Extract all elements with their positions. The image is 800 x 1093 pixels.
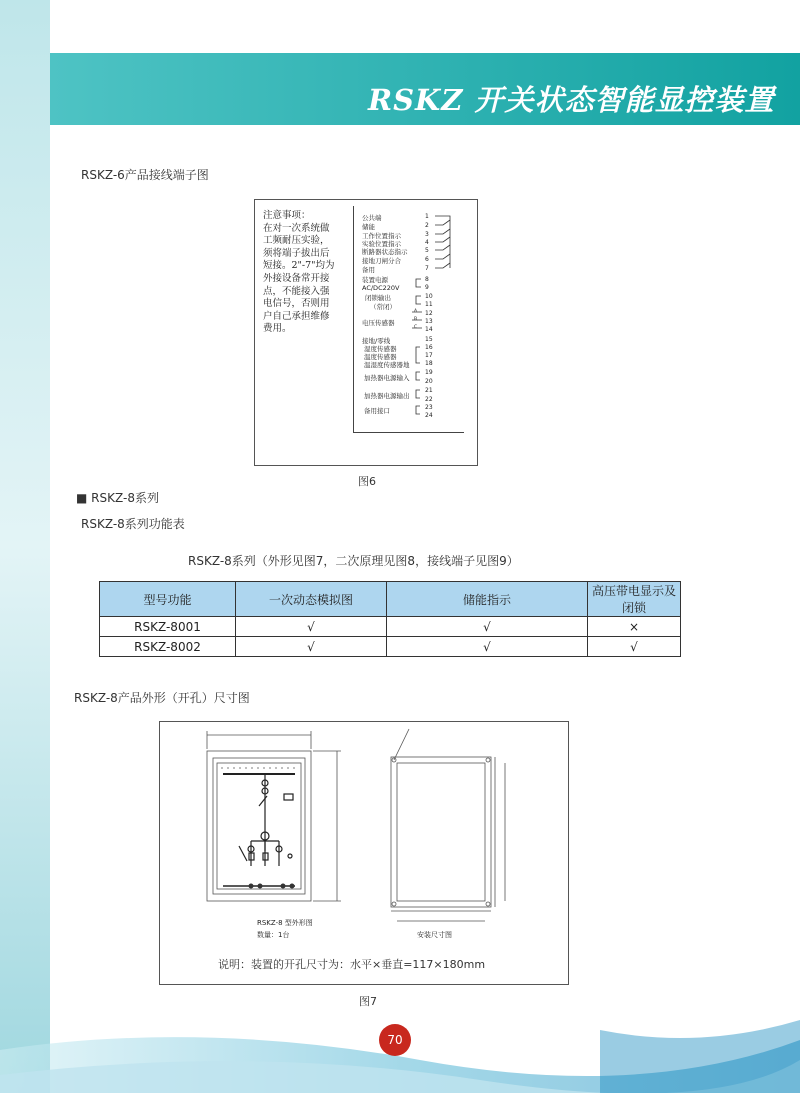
note-line: 短接。2"-7"均为	[263, 260, 335, 272]
table-cell: √	[236, 617, 387, 637]
terminal-label: 温湿度传感器地	[364, 361, 410, 369]
terminal-number: 15	[425, 336, 433, 343]
figure6-caption: 图6	[358, 475, 376, 488]
note-line: 工频耐压实验，	[263, 235, 330, 247]
terminal-label: 公共端	[362, 214, 382, 222]
table-cell: √	[236, 637, 387, 657]
terminal-label: 断路器状态指示	[362, 248, 408, 256]
function-table-caption: RSKZ-8系列（外形见图7，二次原理见图8，接线端子见图9）	[188, 554, 519, 568]
terminal-number: 22	[425, 396, 433, 403]
terminal-label: 接地刀闸分合	[362, 257, 401, 265]
table-row	[100, 617, 681, 637]
notes-block	[263, 210, 353, 336]
note-line: 点，不能接入强	[263, 285, 330, 297]
phase-mark: C	[414, 325, 418, 330]
terminal-number: 2	[425, 222, 429, 229]
terminal-number: 10	[425, 293, 433, 300]
terminal-number: 13	[425, 318, 433, 325]
terminal-label: 电压传感器	[362, 319, 395, 327]
dimension-heading: RSKZ-8产品外形（开孔）尺寸图	[74, 691, 250, 705]
front-view-quantity: 数量：1台	[257, 931, 290, 939]
terminal-number: 8	[425, 276, 429, 283]
terminal-number: 21	[425, 387, 433, 394]
terminal-label: 接地/零线	[362, 337, 391, 345]
note-line: 户自己承担维修	[263, 310, 330, 322]
phase-mark: A	[414, 309, 418, 314]
terminal-number: 7	[425, 265, 429, 272]
page-number: 70	[379, 1024, 411, 1056]
figure7-caption: 图7	[359, 995, 377, 1008]
rskz6-heading: RSKZ-6产品接线端子图	[81, 168, 209, 182]
terminal-number: 3	[425, 231, 429, 238]
terminal-number: 20	[425, 378, 433, 385]
terminal-label: 湿度传感器	[364, 345, 397, 353]
phase-mark: B	[414, 317, 418, 322]
terminal-number: 16	[425, 344, 433, 351]
table-header-cell: 型号功能	[100, 582, 236, 617]
table-header-row	[100, 582, 681, 617]
terminal-number: 12	[425, 310, 433, 317]
terminal-bracket-drawing	[410, 208, 462, 423]
terminal-label: 闭锁输出	[365, 294, 391, 302]
table-header-cell: 储能指示	[387, 582, 588, 617]
terminal-number: 14	[425, 326, 433, 333]
terminal-number: 5	[425, 247, 429, 254]
note-line: 在对一次系统做	[263, 222, 330, 234]
table-cell: RSKZ-8002	[100, 637, 236, 657]
terminal-number: 18	[425, 360, 433, 367]
terminal-number: 24	[425, 412, 433, 419]
table-cell: √	[588, 637, 681, 657]
terminal-label: 储能	[362, 223, 375, 231]
install-view-caption: 安装尺寸图	[417, 931, 452, 939]
table-cell: √	[387, 617, 588, 637]
table-header-cell: 高压带电显示及闭锁	[588, 582, 681, 617]
function-table-heading: RSKZ-8系列功能表	[81, 517, 185, 531]
note-line: 外接设备常开接	[263, 272, 330, 284]
note-line: 费用。	[263, 323, 292, 335]
table-row	[100, 637, 681, 657]
terminal-label: 温度传感器	[364, 353, 397, 361]
note-line: 电信号，否则用	[263, 298, 330, 310]
note-line: 须将端子拔出后	[263, 247, 330, 259]
terminal-number: 11	[425, 301, 433, 308]
terminal-label: 加热器电源输出	[364, 392, 410, 400]
terminal-label: 工作位置指示	[362, 232, 401, 240]
table-cell: RSKZ-8001	[100, 617, 236, 637]
terminal-label: AC/DC220V	[362, 284, 400, 292]
table-header-cell: 一次动态模拟图	[236, 582, 387, 617]
terminal-number: 6	[425, 256, 429, 263]
terminal-label: 装置电源	[362, 276, 388, 284]
terminal-number: 9	[425, 284, 429, 291]
terminal-label: 备用	[362, 266, 375, 274]
terminal-number: 1	[425, 213, 429, 220]
table-cell: √	[387, 637, 588, 657]
terminal-label: 实验位置指示	[362, 240, 401, 248]
header-title: RSKZ 开关状态智能显控装置	[368, 83, 775, 117]
terminal-label: 加热器电源输入	[364, 374, 410, 382]
cutout-note: 说明：装置的开孔尺寸为：水平×垂直=117×180mm	[218, 958, 486, 971]
front-view-caption: RSKZ-8 型外形图	[257, 919, 313, 927]
terminal-number: 23	[425, 404, 433, 411]
table-cell: ×	[588, 617, 681, 637]
terminal-label: 备用接口	[364, 407, 390, 415]
terminal-number: 19	[425, 369, 433, 376]
terminal-label: （常闭）	[370, 303, 396, 311]
dimension-drawing	[159, 721, 567, 983]
rskz8-series-heading: ■ RSKZ-8系列	[76, 491, 159, 505]
note-line: 注意事项：	[263, 210, 311, 221]
terminal-number: 4	[425, 239, 429, 246]
terminal-number: 17	[425, 352, 433, 359]
function-table	[99, 581, 681, 657]
